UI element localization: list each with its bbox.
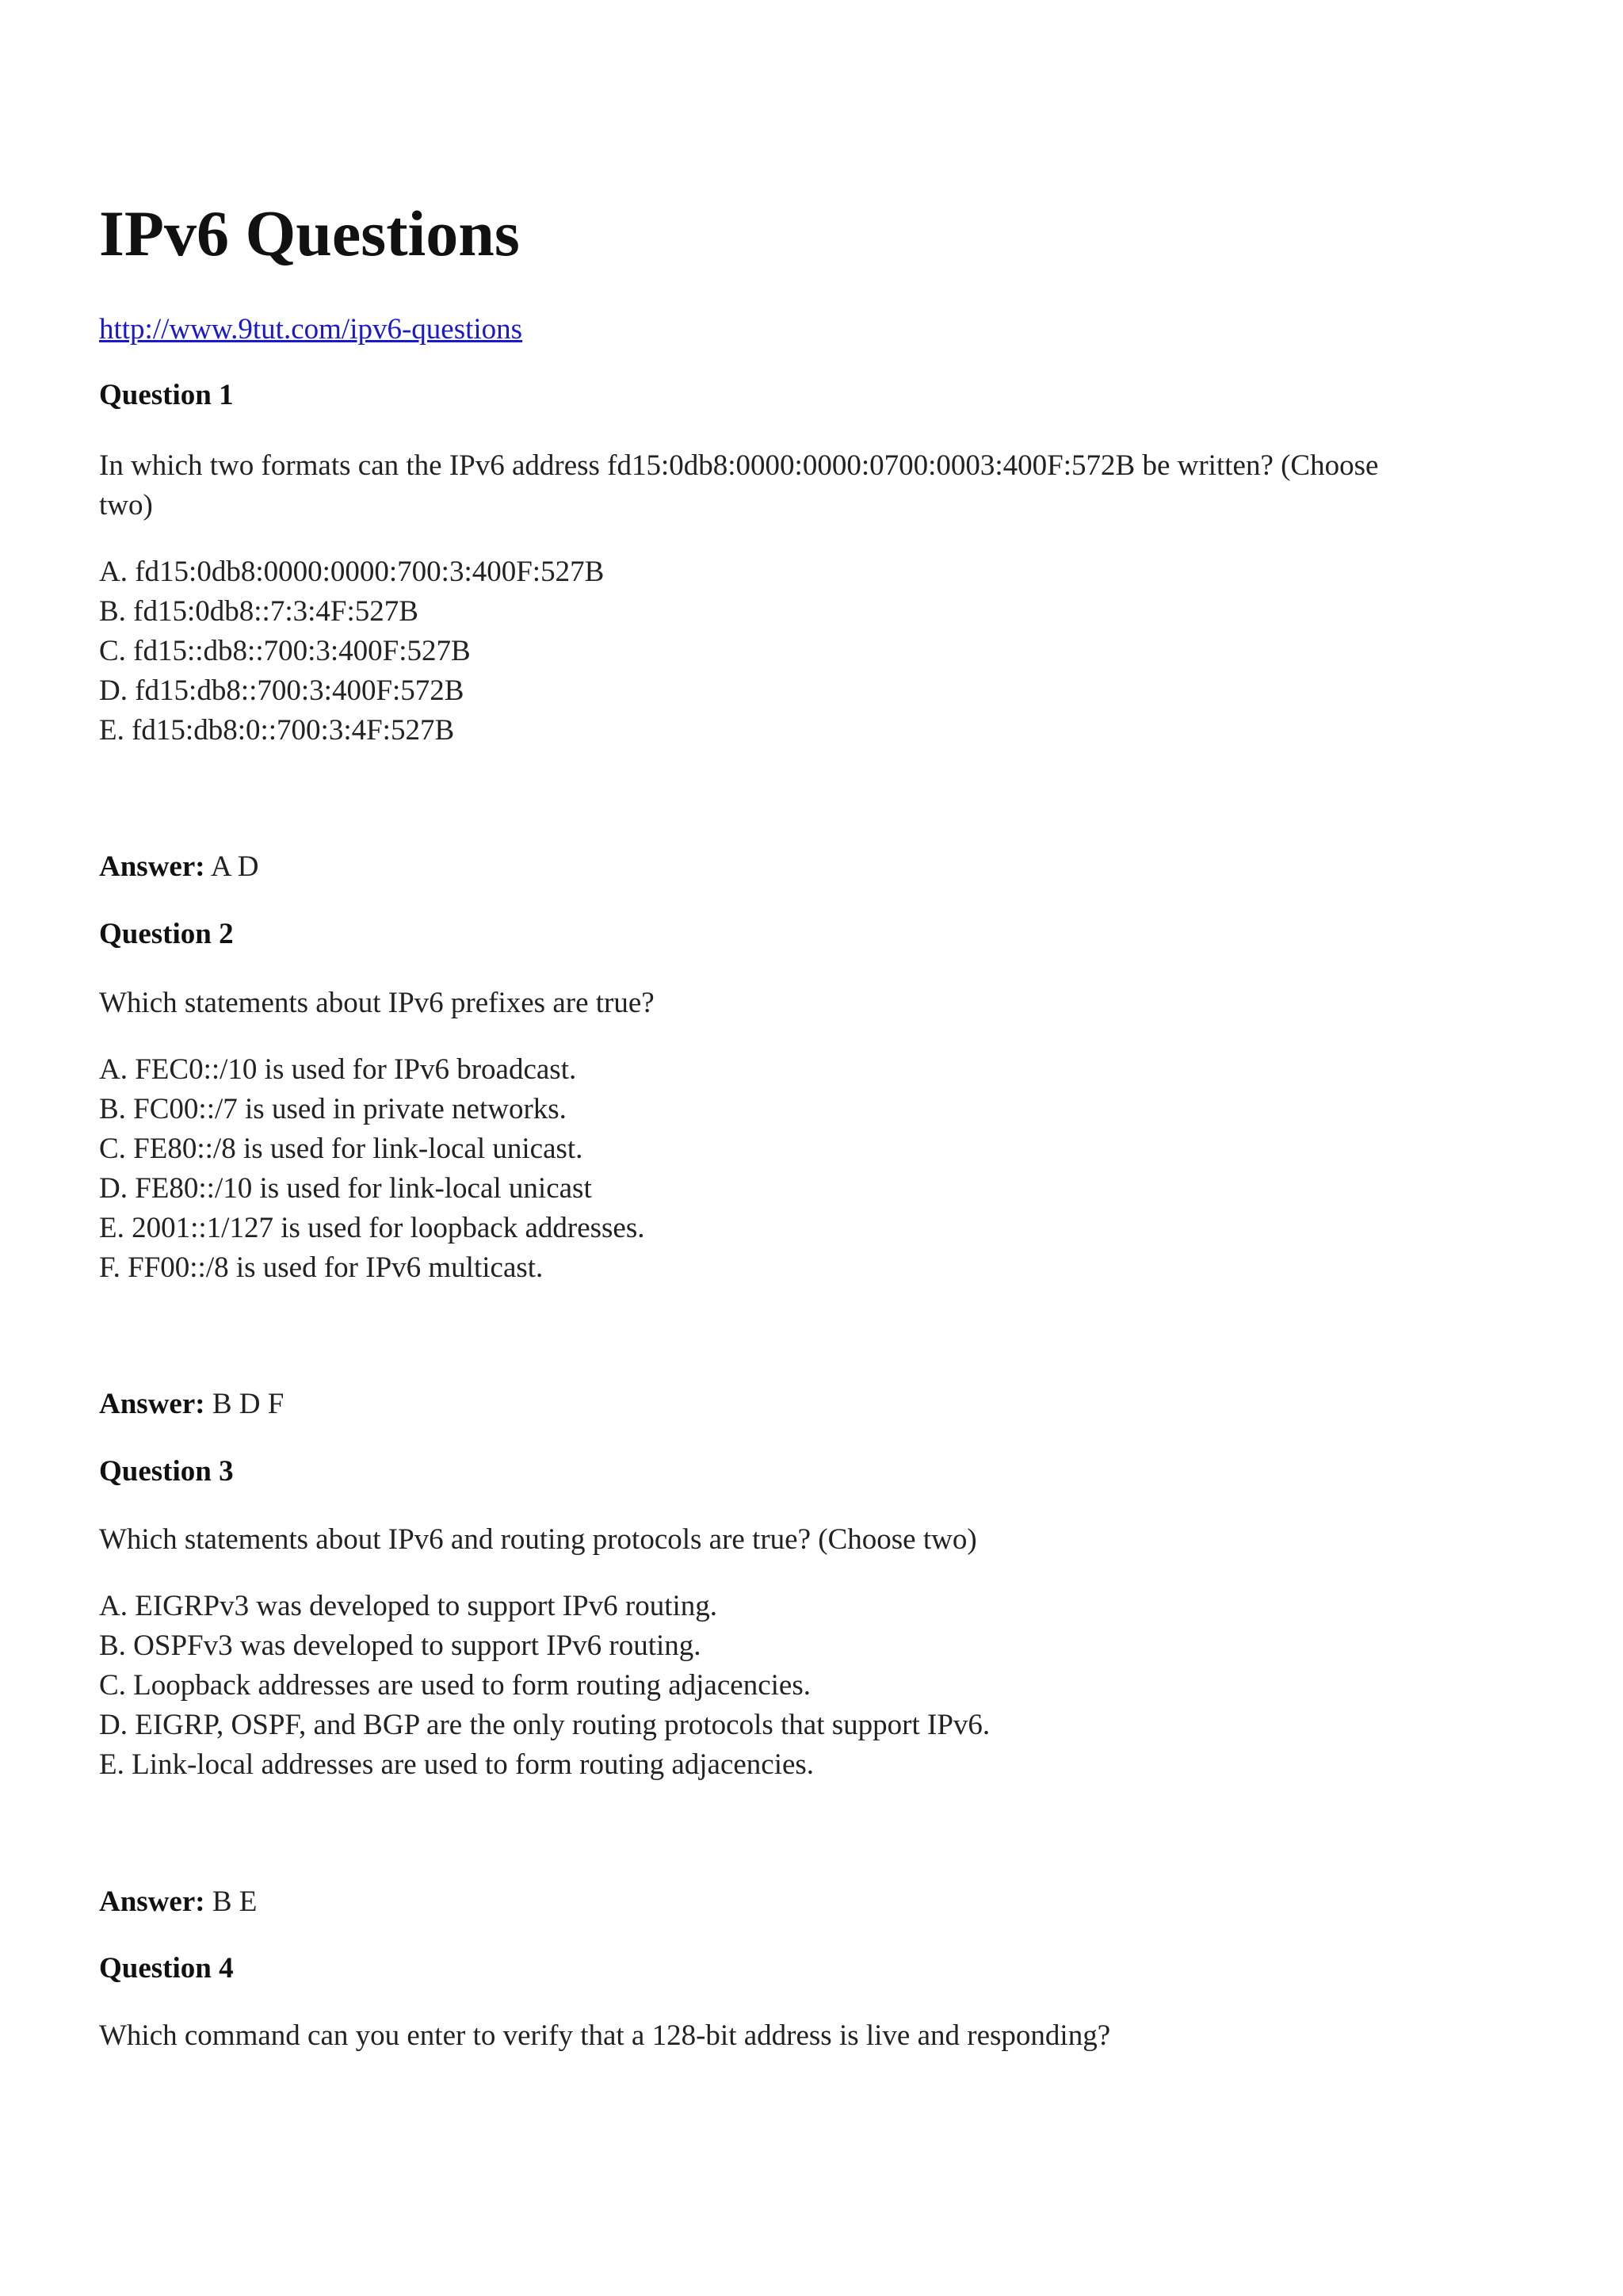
- options-list: [99, 552, 1430, 751]
- question-1-text-block: [99, 446, 1430, 525]
- question-heading: Question 4: [99, 1952, 234, 1985]
- option-item: E. fd15:db8:0::700:3:4F:527B: [99, 714, 455, 747]
- answer-label: Answer:: [99, 850, 205, 883]
- option-item: C. fd15::db8::700:3:400F:527B: [99, 635, 471, 667]
- option-item: D. fd15:db8::700:3:400F:572B: [99, 674, 464, 707]
- options-list: [99, 1050, 1430, 1288]
- option-item: B. OSPFv3 was developed to support IPv6 routing.: [99, 1629, 701, 1662]
- option-item: D. EIGRP, OSPF, and BGP are the only routing protocols that support IPv6.: [99, 1709, 991, 1741]
- answer-2: [99, 1385, 1430, 1423]
- question-text: Which command can you enter to verify that a 128-bit address is live and responding?: [99, 2019, 1111, 2052]
- page-title: IPv6 Questions: [99, 197, 520, 269]
- option-item: B. FC00::/7 is used in private networks.: [99, 1093, 567, 1125]
- question-heading: Question 3: [99, 1455, 234, 1488]
- question-4-text-block: [99, 2016, 1430, 2056]
- question-1: [99, 376, 1430, 415]
- question-2-text-block: [99, 984, 1430, 1023]
- option-item: F. FF00::/8 is used for IPv6 multicast.: [99, 1251, 544, 1284]
- document-page: [99, 0, 1526, 2296]
- answer-value: B E: [212, 1885, 258, 1918]
- answer-label: Answer:: [99, 1885, 205, 1918]
- option-item: A. fd15:0db8:0000:0000:700:3:400F:527B: [99, 556, 605, 588]
- answer-value: A D: [210, 850, 259, 883]
- question-4: [99, 1950, 1430, 1988]
- question-heading: Question 2: [99, 918, 234, 950]
- question-text: Which statements about IPv6 prefixes are true?: [99, 987, 655, 1019]
- answer-value: B D F: [212, 1388, 285, 1420]
- answer-label: Answer:: [99, 1388, 205, 1420]
- question-3: [99, 1453, 1430, 1491]
- question-text: In which two formats can the IPv6 address fd15:0db8:0000:0000:0700:0003:400F:572B be written? (Choose two): [99, 449, 1379, 521]
- question-heading: Question 1: [99, 379, 234, 411]
- option-item: A. FEC0::/10 is used for IPv6 broadcast.: [99, 1053, 577, 1086]
- answer-1: [99, 848, 1430, 886]
- question-3-options: [99, 1587, 1430, 1785]
- option-item: E. 2001::1/127 is used for loopback addresses.: [99, 1212, 645, 1244]
- option-item: B. fd15:0db8::7:3:4F:527B: [99, 595, 418, 628]
- question-1-options: [99, 552, 1430, 751]
- answer-3: [99, 1883, 1430, 1921]
- option-item: C. FE80::/8 is used for link-local unicast.: [99, 1133, 583, 1165]
- option-item: C. Loopback addresses are used to form routing adjacencies.: [99, 1669, 811, 1702]
- question-2-options: [99, 1050, 1430, 1288]
- option-item: E. Link-local addresses are used to form routing adjacencies.: [99, 1748, 815, 1781]
- option-item: A. EIGRPv3 was developed to support IPv6 routing.: [99, 1590, 718, 1622]
- question-3-text-block: [99, 1520, 1430, 1560]
- option-item: D. FE80::/10 is used for link-local unicast: [99, 1172, 592, 1205]
- question-text: Which statements about IPv6 and routing protocols are true? (Choose two): [99, 1523, 977, 1556]
- question-2: [99, 915, 1430, 953]
- options-list: [99, 1587, 1430, 1785]
- source-link[interactable]: http://www.9tut.com/ipv6-questions: [99, 313, 523, 346]
